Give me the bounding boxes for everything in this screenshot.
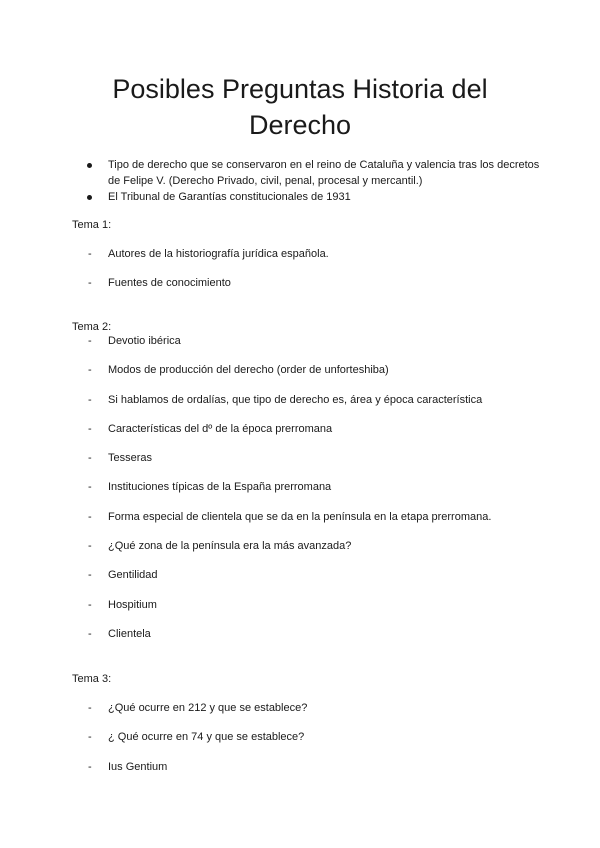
- bullet-item: [84, 189, 554, 205]
- tema-2-list: [88, 334, 548, 656]
- list-item-text: Gentilidad: [108, 569, 158, 582]
- list-item: [88, 598, 548, 627]
- list-item-text: Clientela: [108, 627, 151, 640]
- list-item-text: ¿Qué zona de la península era la más avanzada?: [108, 540, 352, 553]
- dash-marker: -: [88, 731, 92, 744]
- list-item: [88, 730, 548, 759]
- list-item: [88, 539, 548, 568]
- dash-marker: -: [88, 277, 92, 290]
- dash-marker: -: [88, 760, 92, 773]
- list-item-text: Características del dº de la época prerromana: [108, 422, 333, 435]
- section-heading-tema-3: Tema 3:: [72, 673, 112, 685]
- dash-marker: -: [88, 598, 92, 611]
- dash-marker: -: [88, 422, 92, 435]
- list-item: [88, 363, 548, 392]
- list-item-text: Ius Gentium: [108, 760, 168, 773]
- list-item-text: ¿ Qué ocurre en 74 y que se establece?: [108, 731, 305, 744]
- tema-3-list: [88, 701, 548, 789]
- list-item-text: Autores de la historiografía jurídica española.: [108, 248, 329, 260]
- dash-marker: -: [88, 569, 92, 582]
- list-item-text: Tesseras: [108, 452, 153, 465]
- intro-bullet-list: [84, 157, 554, 205]
- list-item-text: Hospitium: [108, 598, 157, 611]
- dash-marker: -: [88, 393, 92, 406]
- dash-marker: -: [88, 364, 92, 377]
- bullet-text: Tipo de derecho que se conservaron en el reino de Cataluña y valencia tras los decretos de Felipe V. (Derecho Privado, civil, penal, procesal y mercantil.): [108, 159, 540, 187]
- dash-marker: -: [88, 481, 92, 494]
- list-item: [88, 510, 548, 539]
- dash-marker: -: [88, 452, 92, 465]
- list-item: [88, 627, 548, 656]
- list-item-text: Forma especial de clientela que se da en la península en la etapa prerromana.: [108, 510, 492, 523]
- dash-marker: -: [88, 335, 92, 347]
- list-item: [88, 422, 548, 451]
- bullet-text: El Tribunal de Garantías constitucionales de 1931: [108, 191, 351, 203]
- list-item: [88, 701, 548, 730]
- list-item-text: Instituciones típicas de la España prerromana: [108, 481, 332, 494]
- dash-marker: -: [88, 510, 92, 523]
- bullet-icon: [87, 195, 92, 200]
- dash-marker: -: [88, 248, 92, 260]
- dash-marker: -: [88, 702, 92, 714]
- list-item: [88, 568, 548, 597]
- bullet-icon: [87, 163, 92, 168]
- dash-marker: -: [88, 627, 92, 640]
- section-heading-tema-2: Tema 2:: [72, 321, 112, 333]
- page-title-line-1: Posibles Preguntas Historia del: [112, 74, 488, 104]
- list-item: [88, 451, 548, 480]
- list-item-text: Fuentes de conocimiento: [108, 277, 231, 290]
- list-item: [88, 276, 548, 305]
- list-item-text: ¿Qué ocurre en 212 y que se establece?: [108, 702, 308, 714]
- tema-1-list: [88, 247, 548, 306]
- dash-marker: -: [88, 540, 92, 553]
- list-item: [88, 247, 548, 276]
- list-item: [88, 334, 548, 363]
- list-item: [88, 480, 548, 509]
- bullet-item: [84, 157, 554, 189]
- list-item-text: Modos de producción del derecho (order de unforteshiba): [108, 364, 389, 377]
- section-heading-tema-1: Tema 1:: [72, 219, 112, 231]
- page-title-line-2: Derecho: [248, 110, 352, 140]
- list-item: [88, 760, 548, 789]
- list-item-text: Si hablamos de ordalías, que tipo de derecho es, área y época característica: [108, 393, 483, 406]
- list-item: [88, 393, 548, 422]
- list-item-text: Devotio ibérica: [108, 335, 181, 347]
